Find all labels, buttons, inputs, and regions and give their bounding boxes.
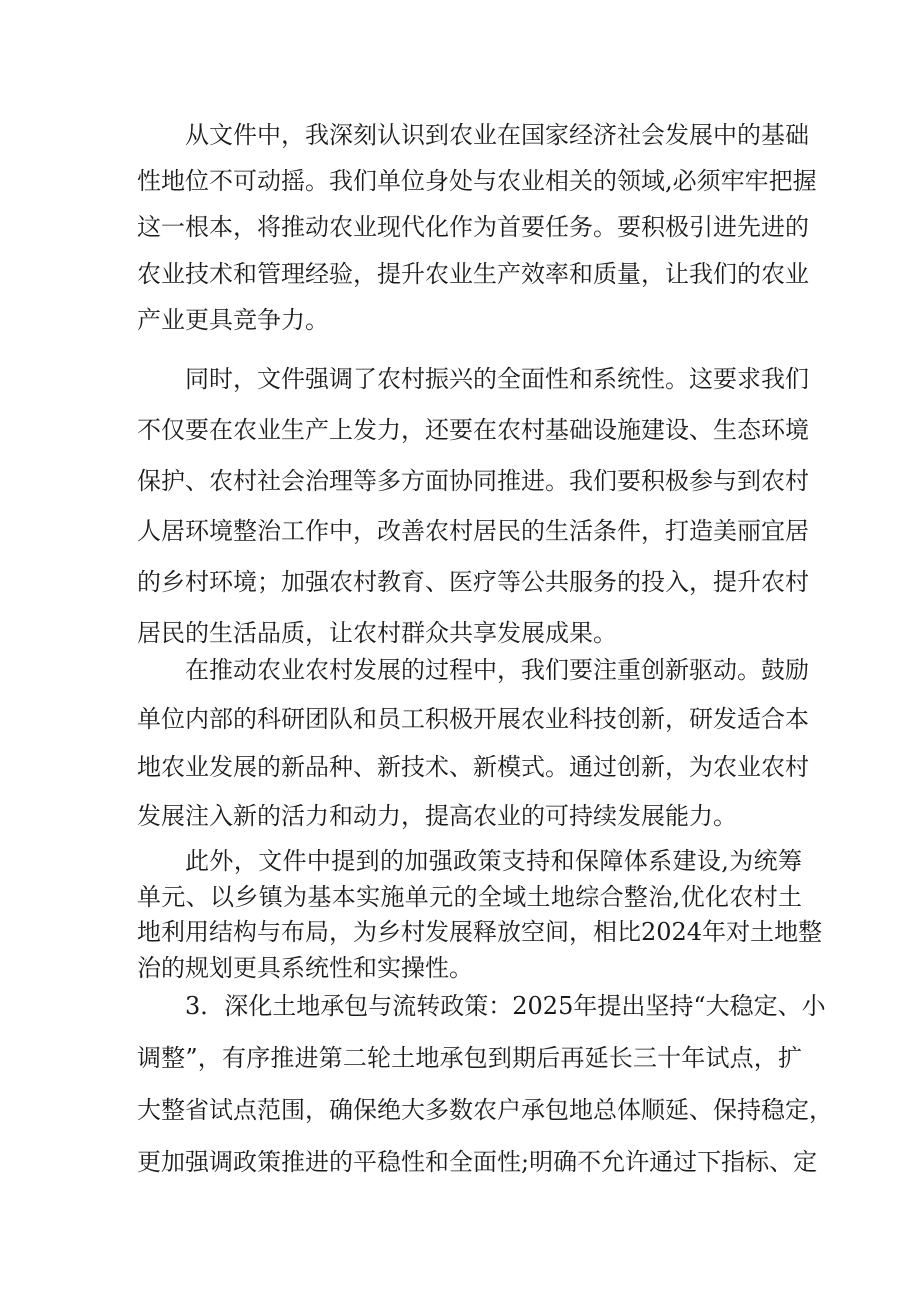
- text-line: 单位内部的科研团队和员工积极开展农业科技创新，研发适合本: [137, 704, 809, 733]
- text-line: 大整省试点范围，确保绝大多数农户承包地总体顺延、保持稳定，: [137, 1096, 833, 1124]
- paragraph-agriculture-foundation: [137, 112, 817, 343]
- text-line: 地利用结构与布局，为乡村发展释放空间，相比2024年对土地整: [137, 918, 823, 946]
- paragraph-rural-revitalization: [137, 354, 809, 659]
- text-line: 更加强调政策推进的平稳性和全面性;明确不允许通过下指标、定: [137, 1148, 818, 1176]
- paragraph-policy-support: [137, 844, 823, 986]
- text-line: 3．深化土地承包与流转政策：2025年提出坚持“大稳定、小: [185, 992, 826, 1020]
- text-line: 发展注入新的活力和动力，提高农业的可持续发展能力。: [137, 801, 737, 830]
- text-line: 从文件中，我深刻认识到农业在国家经济社会发展中的基础: [185, 121, 809, 149]
- text-line: 同时，文件强调了农村振兴的全面性和系统性。这要求我们: [185, 365, 809, 393]
- text-line: 的乡村环境；加强农村教育、医疗等公共服务的投入，提升农村: [137, 568, 809, 597]
- text-line: 保护、农村社会治理等多方面协同推进。我们要积极参与到农村: [137, 466, 809, 495]
- text-line: 治的规划更具系统性和实操性。: [137, 953, 473, 982]
- text-line: 调整”，有序推进第二轮土地承包到期后再延长三十年试点，扩: [137, 1044, 802, 1072]
- text-line: 居民的生活品质，让农村群众共享发展成果。: [137, 618, 617, 647]
- text-line: 在推动农业农村发展的过程中，我们要注重创新驱动。鼓励: [185, 656, 809, 684]
- text-line: 人居环境整治工作中，改善农村居民的生活条件，打造美丽宜居: [137, 517, 809, 546]
- text-line: 农业技术和管理经验，提升农业生产效率和质量，让我们的农业: [137, 259, 809, 288]
- text-line: 产业更具竞争力。: [137, 305, 329, 334]
- paragraph-land-contract-policy: [137, 980, 833, 1188]
- text-line: 性地位不可动摇。我们单位身处与农业相关的领域,必须牢牢把握: [137, 167, 817, 196]
- text-line: 单元、以乡镇为基本实施单元的全域土地综合整治,优化农村土: [137, 882, 802, 911]
- text-line: 这一根本，将推动农业现代化作为首要任务。要积极引进先进的: [137, 213, 809, 242]
- paragraph-innovation: [137, 646, 809, 840]
- text-line: 地农业发展的新品种、新技术、新模式。通过创新，为农业农村: [137, 753, 809, 781]
- text-line: 不仅要在农业生产上发力，还要在农村基础设施建设、生态环境: [137, 415, 809, 444]
- text-line: 此外，文件中提到的加强政策支持和保障体系建设,为统筹: [185, 847, 802, 875]
